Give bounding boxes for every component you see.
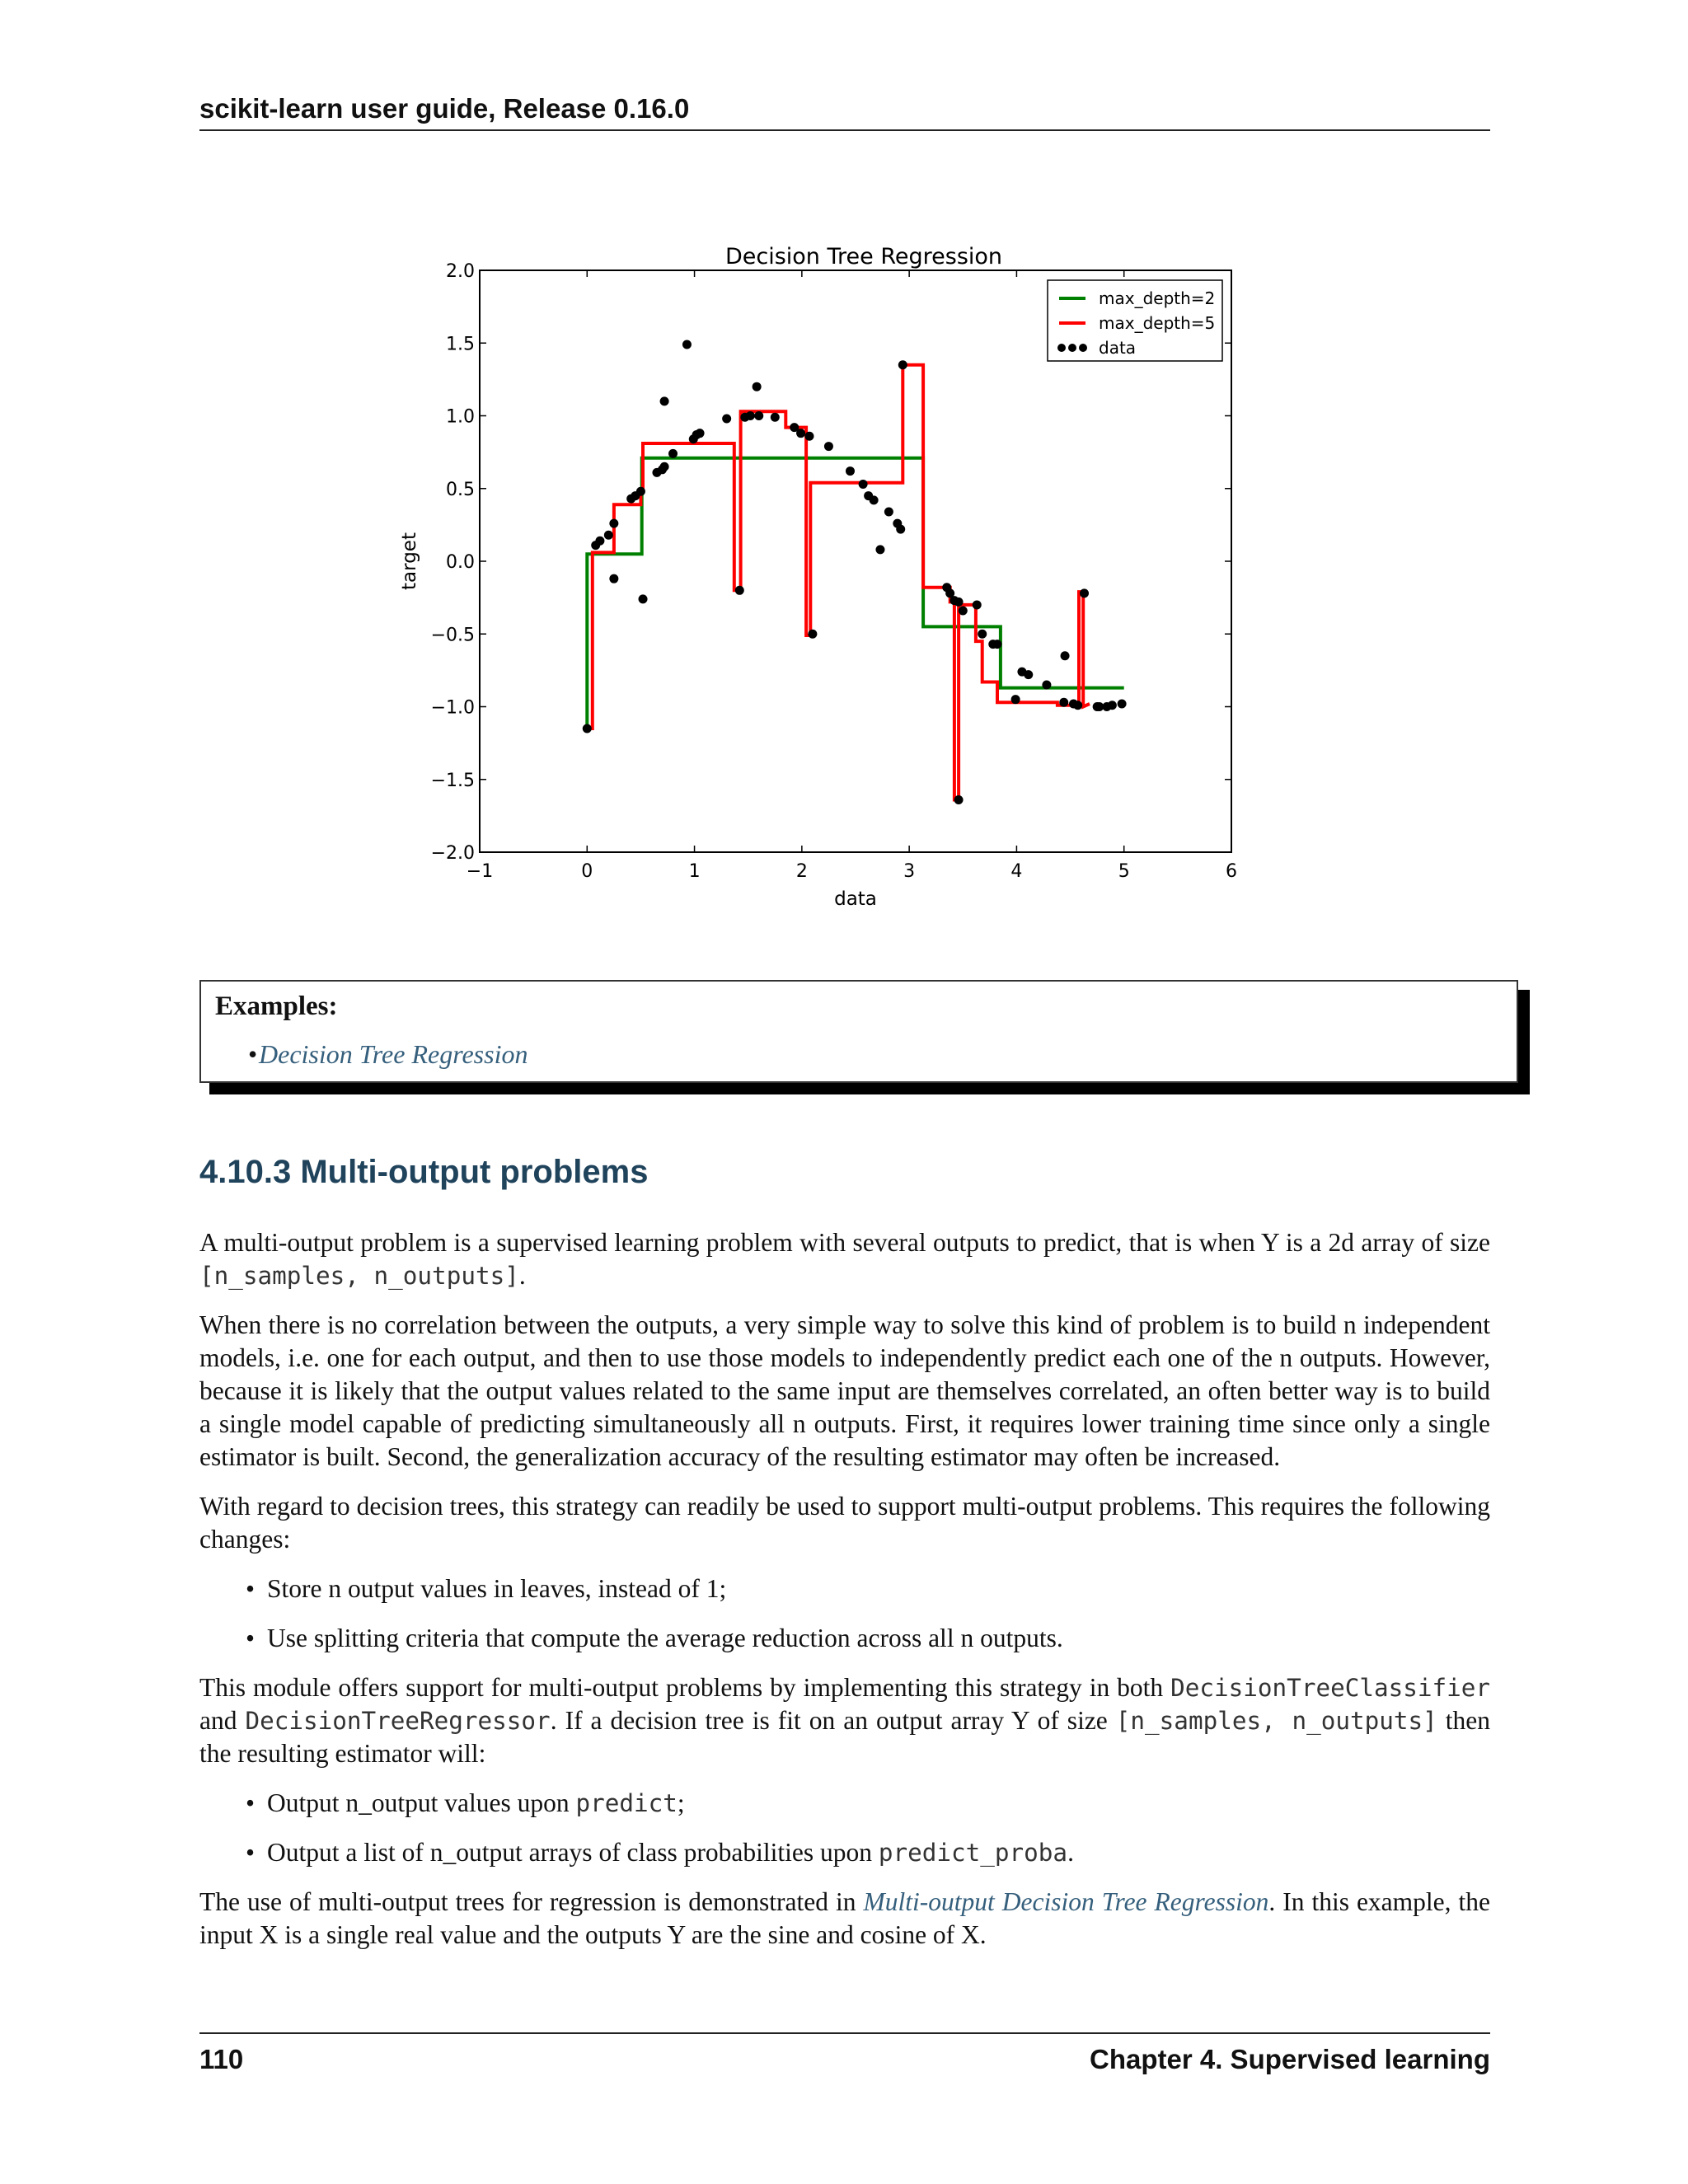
data-point	[954, 598, 964, 607]
section-body	[199, 1226, 1490, 1968]
data-point	[859, 480, 868, 489]
code-literal: predict	[575, 1789, 678, 1817]
text: This module offers support for multi-output problems by implementing this strategy in both	[199, 1673, 1171, 1702]
data-point	[636, 487, 645, 496]
data-point	[1108, 701, 1117, 710]
paragraph-4	[199, 1671, 1490, 1770]
page-number: 110	[199, 2044, 244, 2074]
data-point	[1118, 699, 1127, 708]
paragraph-2: When there is no correlation between the outputs, a very simple way to solve this kind of problem is to build n independent models, i.e. one for each output, and then to use those models to independently predict each one of the n outputs. However, because it is likely that the output values related to the same input are themselves correlated, an often better way is to build a single model capable of predicting simultaneously all n outputs. First, it requires lower training time since only a single estimator is built. Second, the generalization accuracy of the resulting estimator may often be increased.	[199, 1310, 1490, 1471]
multi-output-example-link[interactable]: Multi-output Decision Tree Regression	[863, 1887, 1269, 1916]
data-point	[1073, 701, 1082, 710]
data-point	[660, 396, 669, 405]
text: then the resulting estimator will:	[199, 1706, 1490, 1768]
y-tick-label: −0.5	[430, 625, 475, 646]
y-tick-label: −1.0	[430, 697, 475, 719]
legend-label: max_depth=2	[1099, 288, 1216, 308]
data-point	[804, 432, 814, 441]
data-point	[595, 537, 604, 546]
y-tick-label: 0.5	[446, 479, 475, 500]
data-point	[746, 411, 755, 420]
data-point	[668, 449, 678, 458]
legend-label: data	[1099, 338, 1137, 358]
paragraph-1	[199, 1226, 1490, 1292]
data-point	[992, 640, 1001, 649]
data-point	[1080, 588, 1089, 598]
y-tick-label: −1.5	[430, 770, 475, 791]
code-literal: [n_samples, n_outputs]	[1115, 1707, 1437, 1735]
data-point	[583, 724, 592, 733]
data-point	[870, 495, 879, 504]
y-tick-label: 1.5	[446, 334, 475, 355]
data-point	[754, 411, 763, 420]
running-header: scikit-learn user guide, Release 0.16.0	[199, 93, 690, 124]
code-literal: DecisionTreeClassifier	[1170, 1674, 1490, 1702]
decision-tree-chart	[389, 231, 1263, 923]
y-tick-label: −2.0	[430, 843, 475, 864]
list-item	[267, 1787, 1490, 1820]
data-point	[959, 607, 968, 616]
y-tick-label: 2.0	[446, 261, 475, 282]
data-point	[682, 340, 692, 349]
data-point	[753, 382, 762, 391]
data-point	[771, 413, 780, 422]
data-point	[954, 795, 964, 804]
data-point	[973, 600, 982, 609]
data-point	[660, 462, 669, 471]
data-point	[639, 594, 648, 603]
x-tick-label: 3	[903, 861, 916, 882]
data-point	[898, 360, 907, 369]
data-point	[609, 519, 618, 528]
x-tick-label: 0	[581, 861, 593, 882]
text: .	[518, 1261, 526, 1290]
data-point	[1059, 698, 1068, 707]
code-literal: [n_samples, n_outputs]	[199, 1262, 519, 1290]
text: The use of multi-output trees for regression is demonstrated in	[199, 1887, 864, 1916]
chapter-title: Chapter 4. Supervised learning	[1090, 2044, 1490, 2074]
examples-title: Examples:	[215, 991, 338, 1021]
list-item: • Store n output values in leaves, instead of 1;	[267, 1572, 1490, 1605]
data-point	[1024, 670, 1033, 679]
data-point	[884, 507, 893, 516]
paragraph-3: With regard to decision trees, this strategy can readily be used to support multi-output problems. This requires the following changes:	[199, 1492, 1490, 1554]
header-rule	[199, 129, 1490, 131]
bullet: •	[248, 1039, 258, 1069]
x-axis-label: data	[834, 888, 877, 910]
section-title: 4.10.3 Multi-output problems	[199, 1154, 649, 1190]
code-literal: predict_proba	[878, 1839, 1068, 1867]
x-tick-label: −1	[466, 861, 494, 882]
decision-tree-regression-link[interactable]: Decision Tree Regression	[259, 1039, 528, 1069]
data-point	[896, 525, 905, 534]
data-point	[1011, 695, 1020, 704]
legend-label: max_depth=5	[1099, 313, 1216, 333]
x-tick-label: 5	[1118, 861, 1130, 882]
chart-title: Decision Tree Regression	[724, 244, 1003, 269]
data-point	[735, 586, 744, 595]
text: . If a decision tree is fit on an output array Y of size	[550, 1706, 1116, 1735]
data-point	[875, 545, 884, 554]
text: ;	[677, 1788, 685, 1817]
data-point	[1042, 681, 1051, 690]
data-point	[609, 574, 618, 583]
x-tick-label: 6	[1226, 861, 1237, 882]
legend-swatch-dot	[1057, 344, 1066, 352]
y-axis-label: target	[399, 532, 420, 590]
code-literal: DecisionTreeRegressor	[245, 1707, 551, 1735]
paragraph-5	[199, 1886, 1490, 1952]
text: Output a list of n_output arrays of class probabilities upon	[267, 1838, 879, 1867]
data-point	[696, 429, 705, 438]
text: . In this example, the input X is a single real value and the outputs Y are the sine and cosine of X.	[199, 1887, 1490, 1949]
data-point	[846, 466, 855, 476]
text: A multi-output problem is a supervised learning problem with several outputs to predict, that is when Y is a 2d array of size	[199, 1228, 1490, 1257]
data-point	[824, 442, 833, 451]
x-tick-label: 4	[1010, 861, 1023, 882]
list-item	[267, 1836, 1490, 1869]
text: and	[199, 1706, 246, 1735]
data-point	[808, 630, 817, 639]
y-tick-label: 0.0	[446, 552, 475, 573]
list-item: • Use splitting criteria that compute the average reduction across all n outputs.	[267, 1622, 1490, 1655]
legend-swatch-dot	[1079, 344, 1087, 352]
examples-list-item	[248, 1039, 528, 1070]
estimator-behaviour-list	[199, 1787, 1490, 1869]
data-point	[604, 531, 613, 540]
text: Output n_output values upon	[267, 1788, 576, 1817]
text: .	[1067, 1838, 1074, 1867]
data-point	[796, 429, 805, 438]
legend-swatch-dot	[1068, 344, 1076, 352]
data-point	[722, 415, 731, 424]
x-tick-label: 1	[688, 861, 701, 882]
y-tick-label: 1.0	[446, 406, 475, 428]
data-point	[1061, 651, 1070, 660]
changes-list	[199, 1572, 1490, 1655]
footer-rule	[199, 2032, 1490, 2034]
data-point	[978, 630, 987, 639]
x-tick-label: 2	[795, 861, 808, 882]
examples-box	[199, 980, 1518, 1083]
